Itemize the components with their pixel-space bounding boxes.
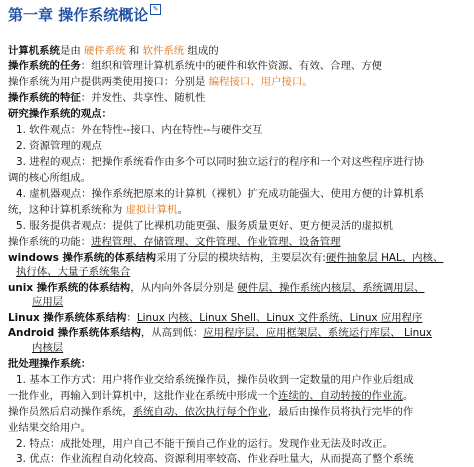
text: ：并发性、共享性、随机性 — [80, 92, 206, 104]
line-batch-heading — [8, 357, 91, 371]
line-features — [8, 91, 205, 105]
line-viewpoint-5 — [16, 219, 393, 233]
line-android-arch-cont — [32, 341, 63, 355]
term: Linux 操作系统体系结构 — [8, 312, 127, 324]
line-batch-1-cont3 — [8, 421, 91, 435]
line-linux-arch — [8, 311, 422, 325]
text: 操作系统为用户提供两类使用接口：分别是 — [8, 76, 209, 88]
line-unix-arch — [8, 281, 424, 295]
line-viewpoint-2 — [16, 139, 102, 153]
line-functions — [8, 235, 341, 249]
text: 3. 进程的观点：把操作系统看作由多个可以同时独立运行的程序和一个对这些程序进行协 — [16, 156, 425, 168]
line-viewpoint-1 — [16, 123, 262, 137]
line-windows-arch-cont — [16, 265, 130, 279]
underlined: 连续的、自动转接的作业流 — [278, 390, 403, 402]
text: ：组织和管理计算机系统中的硬件和软件资源、有效、合理、方便 — [80, 60, 383, 72]
highlight: 虚拟计算机 — [125, 204, 178, 216]
line-batch-1 — [16, 373, 414, 387]
text: ，从内向外各层分别是 — [130, 282, 238, 294]
text: 一批作业，再输入到计算机中，这批作业在系统中形成一个 — [8, 390, 279, 402]
text: 操作员然后启动操作系统， — [8, 406, 133, 418]
line-windows-arch — [8, 251, 443, 265]
line-interfaces — [8, 75, 313, 89]
underlined: 进程管理、存储管理、文件管理、作业管理、设备管理 — [91, 236, 341, 248]
text: 。 — [402, 390, 414, 402]
highlight: 编程接口、用户接口。 — [208, 76, 313, 88]
underlined: 硬件层、操作系统内核层、系统调用层、 — [237, 282, 425, 294]
line-android-arch — [8, 326, 432, 340]
text: 业结果交给用户。 — [8, 422, 92, 434]
underlined: 硬件抽象层 HAL、内核、 — [325, 252, 444, 264]
text: 1. 软件观点：外在特性--接口、内在特性--与硬件交互 — [16, 124, 263, 136]
text: 采用了分层的模块结构，主要层次有: — [156, 252, 326, 264]
term: unix 操作系统的体系结构 — [8, 282, 131, 294]
text: ： — [126, 312, 137, 324]
line-batch-2 — [16, 437, 393, 451]
text: 组成的 — [184, 45, 219, 57]
line-batch-3 — [16, 452, 414, 466]
line-viewpoint-3 — [16, 155, 424, 169]
underlined: 应用程序层、应用框架层、系统运行库层、 Linux — [203, 327, 432, 339]
line-viewpoint-4 — [16, 187, 424, 201]
line-viewpoint-3-cont — [8, 171, 91, 185]
text: 是由 — [59, 45, 85, 57]
underlined: 系统自动、依次执行每个作业 — [132, 406, 268, 418]
term: 计算机系统 — [8, 45, 60, 57]
text: 5. 服务提供者观点：提供了比裸机功能更强、服务质量更好、更方便灵活的虚拟机 — [16, 220, 393, 232]
term: Android 操作系统体系结构 — [8, 327, 141, 339]
text: ，从高到低： — [140, 327, 204, 339]
highlight: 硬件系统 — [84, 45, 126, 57]
line-viewpoint-4-cont — [8, 203, 188, 217]
line-system-composition — [8, 44, 219, 58]
line-viewpoints-heading — [8, 107, 112, 121]
text: 操作系统的功能： — [8, 236, 92, 248]
text: ，最后由操作员将执行完毕的作 — [267, 406, 414, 418]
term: 操作系统的特征 — [8, 92, 81, 104]
line-unix-arch-cont — [32, 295, 63, 309]
underlined: 内核层 — [32, 342, 64, 354]
text: 1. 基本工作方式：用户将作业交给系统操作员，操作员收到一定数量的用户作业后组成 — [16, 374, 414, 386]
underlined: 应用层 — [32, 296, 64, 308]
term: 操作系统的任务 — [8, 60, 81, 72]
edit-mark-icon: ✎ — [150, 4, 161, 15]
text: 和 — [125, 45, 143, 57]
text: 2. 特点：成批处理，用户自己不能干预自己作业的运行。发现作业无法及时改正。 — [16, 438, 393, 450]
chapter-title — [8, 4, 161, 25]
text: 4. 虚机器观点：操作系统把原来的计算机（裸机）扩充成功能强大、使用方便的计算机系 — [16, 188, 425, 200]
chapter-title-text: 第一章 操作系统概论 — [8, 6, 149, 24]
term: 研究操作系统的观点： — [8, 108, 112, 120]
text: 。 — [177, 204, 188, 216]
term: 批处理操作系统： — [8, 358, 92, 370]
text: 调的核心所组成。 — [8, 172, 92, 184]
line-batch-1-cont — [8, 389, 413, 403]
line-batch-1-cont2 — [8, 405, 413, 419]
highlight: 软件系统 — [142, 45, 185, 57]
underlined: Linux 内核、Linux Shell、Linux 文件系统、Linux 应用程序 — [136, 312, 423, 324]
text: 2. 资源管理的观点 — [16, 140, 102, 152]
term: windows 操作系统的体系结构 — [8, 252, 157, 264]
underlined: 执行体、大量子系统集合 — [16, 266, 131, 278]
text: 3. 优点：作业流程自动化较高、资源利用率较高、作业吞吐量大，从而提高了整个系统 — [16, 453, 414, 465]
line-os-task — [8, 59, 382, 73]
text: 统，这种计算机系统称为 — [8, 204, 126, 216]
